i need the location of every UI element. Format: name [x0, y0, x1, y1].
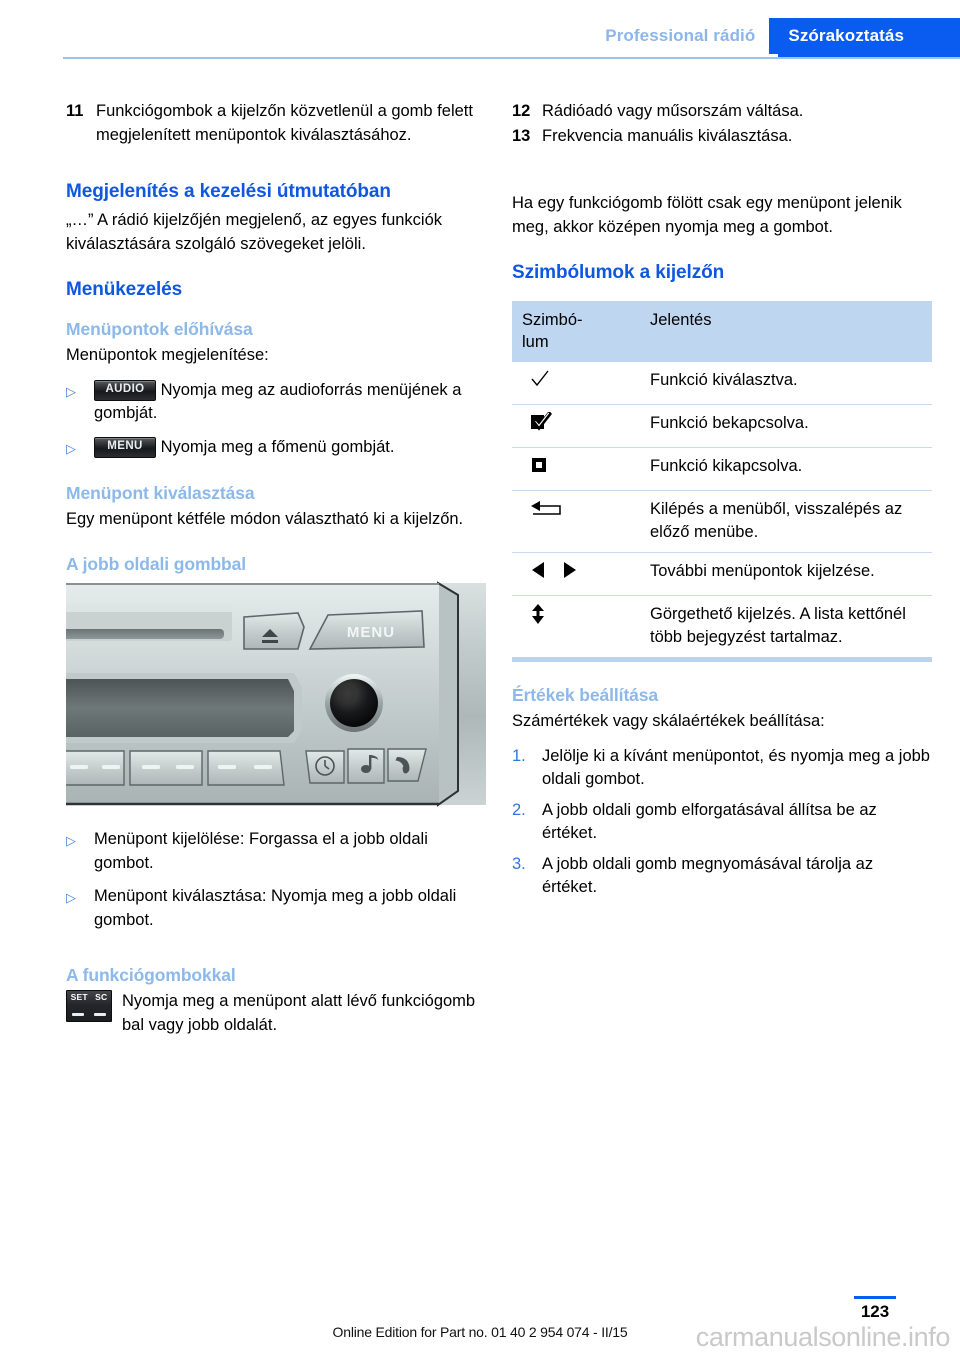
symbol-cell [512, 362, 640, 405]
legend-text: Funkciógombok a kijelzőn közvetlenül a gomb felett megjelenített menüpontok kiválasztásához. [96, 102, 473, 144]
spacer [512, 149, 932, 181]
meaning-cell: Funkció kikapcsolva. [640, 448, 932, 491]
step-item-1 [512, 745, 932, 792]
breadcrumb-chapter: Professional rádió [605, 26, 756, 45]
triangle-bullet-icon: ▷ [66, 383, 76, 399]
table-row [512, 362, 932, 405]
bullet-text-menu [94, 436, 486, 460]
table-row [512, 596, 932, 660]
meaning-cell: További menüpontok kijelzése. [640, 553, 932, 596]
dash-left-icon [72, 1013, 84, 1016]
subheading-select-menu-item: Menüpont kiválasztása [66, 482, 255, 503]
triangle-bullet-icon: ▷ [66, 833, 76, 848]
page-header [0, 0, 960, 62]
paragraph-display-in-manual: „…” A rádió kijelzőjén megjelenő, az egyes funkciók kiválasztására szolgáló szövegeket jelöli. [66, 211, 443, 253]
audio-button-keycap: AUDIO [94, 380, 156, 401]
table-row [512, 448, 932, 491]
site-watermark: carmanualsonline.info [695, 1322, 950, 1352]
column-header-meaning: Jelentés [640, 301, 932, 362]
spacer [66, 471, 486, 482]
legend-item [512, 100, 932, 124]
spacer [66, 817, 486, 828]
bullet-label-audio: Nyomja meg az audioforrás menüjének a gombját. [94, 380, 462, 422]
heading-display-in-manual: Megjelenítés a kezelési útmutatóban [66, 181, 391, 202]
symbols-table [512, 301, 932, 662]
legend-number: 12 [512, 102, 531, 120]
step-text: A jobb oldali gomb megnyomásával tárolja az értéket. [542, 854, 874, 896]
left-right-arrows-icon [530, 560, 580, 586]
triangle-bullet-icon: ▷ [66, 440, 76, 456]
symbol-cell [512, 596, 640, 660]
svg-text:MENU: MENU [346, 624, 396, 641]
page-number: 123 [860, 1302, 890, 1321]
legend-item [512, 125, 932, 149]
spacer [512, 290, 932, 301]
meaning-cell: Kilépés a menüből, visszalépés az előző menübe. [640, 491, 932, 553]
right-column [512, 100, 932, 907]
step-text: Jelölje ki a kívánt menüpontot, és nyomja meg a jobb oldali gombot. [542, 746, 930, 788]
table-row [512, 553, 932, 596]
softkey-instruction-row [66, 990, 486, 1037]
spacer [512, 734, 932, 745]
bullet-text-highlight: Menüpont kijelölése: Forgassa el a jobb oldali gombot. [94, 830, 428, 872]
step-number: 1. [512, 746, 526, 765]
meaning-cell: Funkció kiválasztva. [650, 371, 798, 389]
legend-item [66, 100, 486, 147]
table-row [512, 491, 932, 553]
triangle-bullet-icon: ▷ [66, 890, 76, 905]
spacer [66, 148, 486, 180]
step-number: 3. [512, 854, 526, 873]
online-edition-note: Online Edition for Part no. 01 40 2 954 074 - II/15 [332, 1324, 628, 1340]
set-label: SET [70, 992, 88, 1002]
sc-label: SC [95, 992, 108, 1002]
heading-display-symbols: Szimbólumok a kijelzőn [512, 262, 725, 283]
legend-number: 11 [66, 102, 84, 120]
symbols-table-body [512, 362, 932, 660]
subheading-with-right-knob: A jobb oldali gombbal [66, 554, 247, 574]
set-sc-softkey-icon [66, 990, 112, 1022]
bullet-item-highlight [66, 828, 486, 875]
spacer [66, 256, 486, 278]
step-number: 2. [512, 800, 526, 819]
symbol-cell [512, 491, 640, 553]
table-row [512, 405, 932, 448]
bullet-text-confirm: Menüpont kiválasztása: Nyomja meg a jobb oldali gombot. [94, 887, 457, 929]
heading-menu-operation: Menükezelés [66, 279, 183, 300]
subheading-with-function-buttons: A funkciógombokkal [66, 965, 236, 985]
subheading-recall-menu-items: Menüpontok előhívása [66, 319, 253, 339]
bullet-item-audio [66, 379, 486, 426]
legend-text: Frekvencia manuális kiválasztása. [542, 126, 793, 145]
set-sc-labels [67, 992, 111, 1003]
paragraph-setting-values: Számértékek vagy skálaértékek beállítása: [512, 712, 825, 730]
symbols-table-head [512, 301, 932, 362]
spacer [66, 942, 486, 964]
page-footer [0, 1290, 960, 1362]
bullet-text-audio [94, 379, 486, 426]
header-breadcrumb [605, 18, 960, 54]
dash-right-icon [94, 1013, 106, 1016]
checkmark-icon [530, 369, 550, 394]
checked-box-icon [530, 412, 552, 438]
symbol-cell [512, 553, 640, 596]
breadcrumb-section: Szórakoztatás [769, 18, 960, 54]
spacer [66, 531, 486, 553]
up-down-arrow-icon [530, 603, 546, 631]
spacer [512, 662, 932, 684]
symbol-cell [512, 405, 640, 448]
return-arrow-icon [530, 498, 562, 524]
page-number-rule [854, 1296, 896, 1299]
step-text: A jobb oldali gomb elforgatásával állítsa be az értéket. [542, 800, 877, 842]
column-header-symbol: Szimbó- lum [512, 301, 640, 362]
spacer [66, 307, 486, 318]
legend-text: Rádióadó vagy műsorszám váltása. [542, 102, 804, 120]
paragraph-select-menu-item: Egy menüpont kétféle módon választható ki a kijelzőn. [66, 509, 464, 528]
step-item-3 [512, 853, 932, 900]
radio-unit-figure [66, 579, 486, 817]
left-column [66, 100, 486, 1037]
bullet-item-menu [66, 436, 486, 461]
bullet-label-menu: Nyomja meg a főmenü gombját. [160, 437, 395, 456]
softkey-instruction-text: Nyomja meg a menüpont alatt lévő funkciógomb bal vagy jobb oldalát. [122, 992, 476, 1034]
spacer [512, 239, 932, 261]
radio-unit-illustration [66, 579, 486, 817]
legend-number: 13 [512, 126, 531, 145]
meaning-cell: Funkció bekapcsolva. [640, 405, 932, 448]
empty-box-icon [530, 455, 550, 481]
header-divider-rule [63, 57, 960, 59]
bullet-item-confirm [66, 885, 486, 932]
table-header-row [512, 301, 932, 362]
paragraph-single-menu-item: Ha egy funkciógomb fölött csak egy menüpont jelenik meg, akkor középen nyomja meg a gombot. [512, 194, 902, 236]
symbol-cell [512, 448, 640, 491]
spacer [66, 368, 486, 379]
step-item-2 [512, 799, 932, 846]
menu-button-keycap: MENU [94, 437, 156, 458]
spacer [512, 181, 932, 192]
subheading-setting-values: Értékek beállítása [512, 685, 659, 705]
meaning-cell: Görgethető kijelzés. A lista kettőnél több bejegyzést tartalmaz. [640, 596, 932, 660]
paragraph-recall-menu-items: Menüpontok megjelenítése: [66, 346, 269, 364]
set-sc-dashes [67, 1013, 111, 1016]
